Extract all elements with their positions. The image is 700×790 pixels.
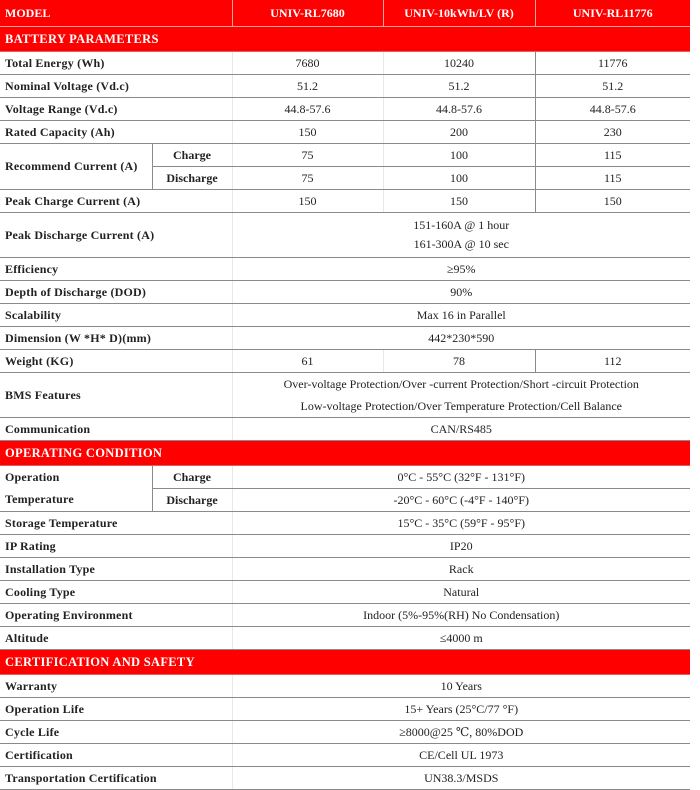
row-label: IP Rating (0, 535, 232, 558)
value-line: 151-160A @ 1 hour (413, 218, 510, 232)
cell-value: 100 (383, 167, 535, 190)
table-row (0, 581, 690, 604)
row-label: BMS Features (0, 373, 232, 418)
table-row (0, 350, 690, 373)
row-label: Transportation Certification (0, 767, 232, 790)
table-row (0, 98, 690, 121)
section-header-certification (0, 650, 690, 675)
cell-value: ≥95% (232, 258, 690, 281)
model-label: MODEL (0, 0, 232, 27)
cell-value: 51.2 (232, 75, 383, 98)
table-row (0, 304, 690, 327)
section-title: BATTERY PARAMETERS (0, 27, 690, 52)
row-label: Operation Life (0, 698, 232, 721)
cell-value: 44.8-57.6 (535, 98, 690, 121)
cell-value: Max 16 in Parallel (232, 304, 690, 327)
table-row (0, 627, 690, 650)
cell-value: IP20 (232, 535, 690, 558)
table-row (0, 698, 690, 721)
row-label: Storage Temperature (0, 512, 232, 535)
cell-value: 7680 (232, 52, 383, 75)
cell-value: 11776 (535, 52, 690, 75)
cell-value: 230 (535, 121, 690, 144)
cell-value: UN38.3/MSDS (232, 767, 690, 790)
table-row (0, 418, 690, 441)
table-row (0, 558, 690, 581)
model-header-row (0, 0, 690, 27)
cell-value: Natural (232, 581, 690, 604)
row-label: Efficiency (0, 258, 232, 281)
cell-value: 112 (535, 350, 690, 373)
cell-value: 15+ Years (25°C/77 °F) (232, 698, 690, 721)
row-label: Rated Capacity (Ah) (0, 121, 232, 144)
table-row (0, 281, 690, 304)
cell-value: 115 (535, 167, 690, 190)
cell-value: 90% (232, 281, 690, 304)
table-row (0, 604, 690, 627)
row-label: Weight (KG) (0, 350, 232, 373)
section-header-battery (0, 27, 690, 52)
table-row (0, 767, 690, 790)
sub-label: Discharge (152, 489, 232, 512)
cell-value: 10240 (383, 52, 535, 75)
table-row (0, 190, 690, 213)
value-line: 161-300A @ 10 sec (413, 237, 509, 251)
cell-value: CAN/RS485 (232, 418, 690, 441)
row-label: Certification (0, 744, 232, 767)
cell-value: 100 (383, 144, 535, 167)
row-label: Communication (0, 418, 232, 441)
table-row (0, 373, 690, 418)
table-row (0, 213, 690, 258)
cell-value: -20°C - 60°C (-4°F - 140°F) (232, 489, 690, 512)
table-row (0, 144, 690, 167)
cell-value: ≥8000@25 ℃, 80%DOD (232, 721, 690, 744)
row-label: Dimension (W *H* D)(mm) (0, 327, 232, 350)
cell-value: 150 (232, 121, 383, 144)
row-label: Peak Discharge Current (A) (0, 213, 232, 258)
cell-value: 61 (232, 350, 383, 373)
cell-value: 10 Years (232, 675, 690, 698)
table-row (0, 675, 690, 698)
row-label: Cycle Life (0, 721, 232, 744)
row-label: Nominal Voltage (Vd.c) (0, 75, 232, 98)
table-row (0, 75, 690, 98)
row-label: Temperature (0, 489, 152, 512)
row-label: Altitude (0, 627, 232, 650)
row-label: Total Energy (Wh) (0, 52, 232, 75)
row-label: Depth of Discharge (DOD) (0, 281, 232, 304)
cell-value: 75 (232, 167, 383, 190)
cell-value: 150 (535, 190, 690, 213)
section-title: CERTIFICATION AND SAFETY (0, 650, 690, 675)
table-row (0, 512, 690, 535)
cell-value: 44.8-57.6 (383, 98, 535, 121)
table-row (0, 258, 690, 281)
section-title: OPERATING CONDITION (0, 441, 690, 466)
cell-value (232, 213, 690, 258)
cell-value: 44.8-57.6 (232, 98, 383, 121)
cell-value: 51.2 (535, 75, 690, 98)
cell-value: 51.2 (383, 75, 535, 98)
row-label: Scalability (0, 304, 232, 327)
cell-value: 0°C - 55°C (32°F - 131°F) (232, 466, 690, 489)
cell-value: 150 (383, 190, 535, 213)
table-row (0, 744, 690, 767)
cell-value: 15°C - 35°C (59°F - 95°F) (232, 512, 690, 535)
cell-value: Rack (232, 558, 690, 581)
table-row (0, 466, 690, 489)
table-row (0, 489, 690, 512)
cell-value: 75 (232, 144, 383, 167)
model-name: UNIV-10kWh/LV (R) (383, 0, 535, 27)
sub-label: Charge (152, 144, 232, 167)
table-row (0, 52, 690, 75)
row-label: Recommend Current (A) (0, 144, 152, 190)
cell-value: Indoor (5%-95%(RH) No Condensation) (232, 604, 690, 627)
table-row (0, 121, 690, 144)
row-label: Installation Type (0, 558, 232, 581)
table-row (0, 535, 690, 558)
value-line: Over-voltage Protection/Over -current Protection/Short -circuit Protection (283, 377, 639, 391)
cell-value: 78 (383, 350, 535, 373)
sub-label: Discharge (152, 167, 232, 190)
section-header-operating (0, 441, 690, 466)
row-label: Operating Environment (0, 604, 232, 627)
cell-value: 115 (535, 144, 690, 167)
cell-value: ≤4000 m (232, 627, 690, 650)
row-label: Voltage Range (Vd.c) (0, 98, 232, 121)
cell-value (232, 373, 690, 418)
sub-label: Charge (152, 466, 232, 489)
cell-value: 442*230*590 (232, 327, 690, 350)
row-label: Warranty (0, 675, 232, 698)
table-row (0, 327, 690, 350)
table-row (0, 721, 690, 744)
row-label: Peak Charge Current (A) (0, 190, 232, 213)
value-line: Low-voltage Protection/Over Temperature Protection/Cell Balance (300, 399, 622, 413)
row-label: Cooling Type (0, 581, 232, 604)
cell-value: 150 (232, 190, 383, 213)
model-name: UNIV-RL11776 (535, 0, 690, 27)
model-name: UNIV-RL7680 (232, 0, 383, 27)
row-label: Operation (5, 469, 60, 484)
cell-value: 200 (383, 121, 535, 144)
cell-value: CE/Cell UL 1973 (232, 744, 690, 767)
